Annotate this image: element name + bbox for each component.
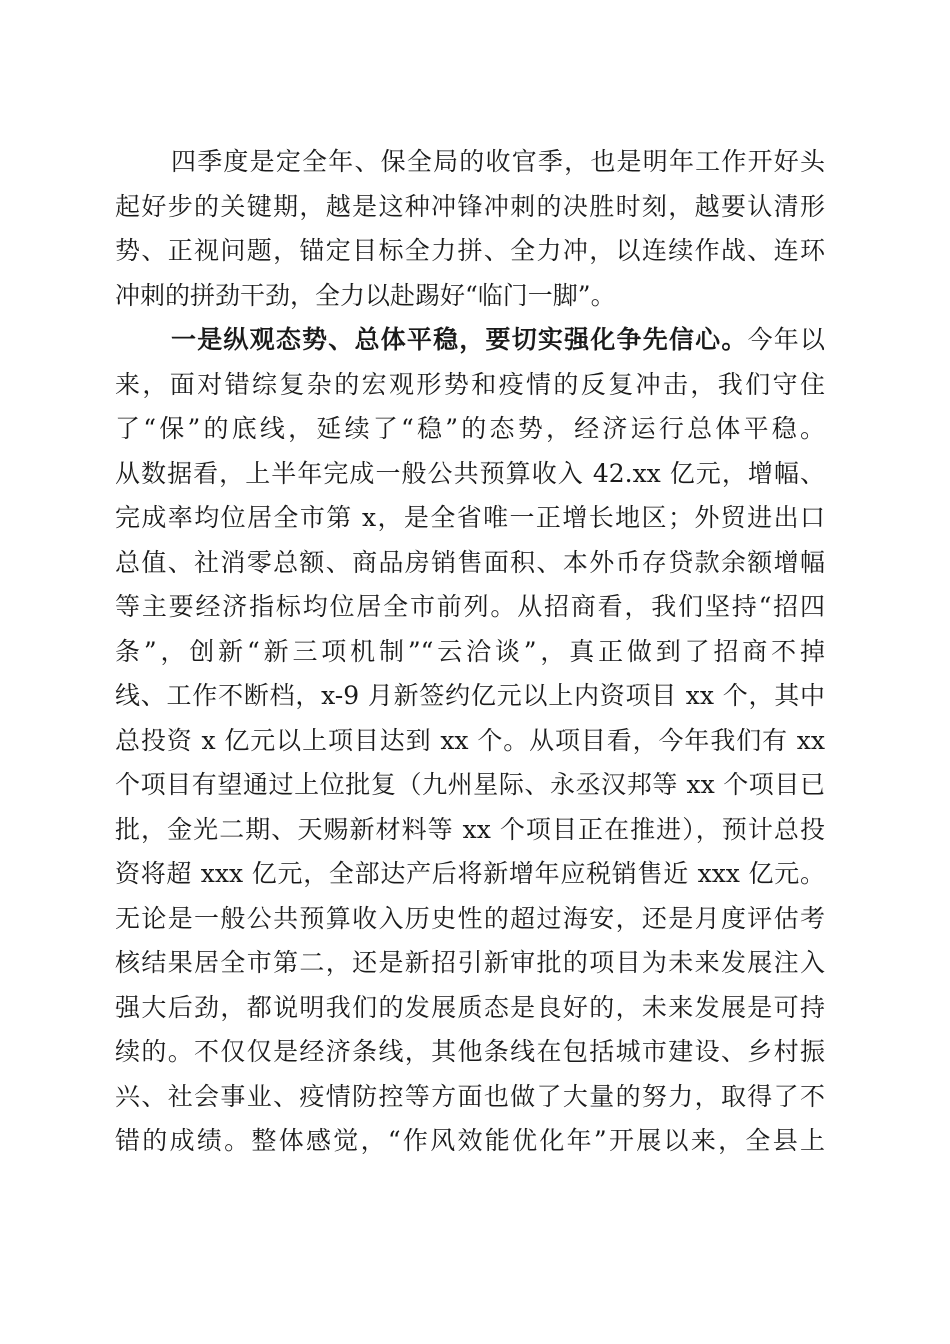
text-line: 从数据看，上半年完成一般公共预算收入 42.xx 亿元，增幅、: [115, 458, 825, 488]
text-line: 资将超 xxx 亿元，全部达产后将新增年应税销售近 xxx 亿元。: [115, 859, 825, 888]
text-line: 续的。不仅仅是经济条线，其他条线在包括城市建设、乡村振: [115, 1037, 825, 1066]
text-line: 来，面对错综复杂的宏观形势和疫情的反复冲击，我们守住: [115, 369, 825, 399]
text-line: 核结果居全市第二，还是新招引新审批的项目为未来发展注入: [115, 948, 825, 977]
text-line: 势、正视问题，锚定目标全力拼、全力冲，以连续作战、连环: [115, 236, 825, 265]
text-line: 批，金光二期、天赐新材料等 xx 个项目正在推进），预计总投: [115, 814, 825, 844]
text-line: 错的成绩。整体感觉，“作风效能优化年”开展以来，全县上: [115, 1126, 825, 1155]
text-line-lead: [115, 318, 825, 363]
paragraph-lead-heading: 一是纵观态势、总体平稳，要切实强化争先信心。: [171, 325, 748, 354]
text-line: 无论是一般公共预算收入历史性的超过海安，还是月度评估考: [115, 903, 825, 933]
document-body: [115, 140, 825, 1164]
text-line: 四季度是定全年、保全局的收官季，也是明年工作开好头: [171, 147, 825, 176]
text-line: 完成率均位居全市第 x，是全省唯一正增长地区；外贸进出口: [115, 503, 825, 532]
text-line: 强大后劲，都说明我们的发展质态是良好的，未来发展是可持: [115, 992, 825, 1022]
text-line: 总投资 x 亿元以上项目达到 xx 个。从项目看，今年我们有 xx: [115, 725, 825, 755]
text-line: 冲刺的拼劲干劲，全力以赴踢好“临门一脚”。: [115, 280, 616, 310]
text-line: 等主要经济指标均位居全市前列。从招商看，我们坚持“招四: [115, 592, 825, 621]
paragraph-lead-rest: 今年以: [747, 325, 825, 354]
paragraph-1: [115, 140, 825, 318]
text-line: 起好步的关键期，越是这种冲锋冲刺的决胜时刻，越要认清形: [115, 191, 825, 221]
paragraph-2: [115, 318, 825, 1164]
text-line: 兴、社会事业、疫情防控等方面也做了大量的努力，取得了不: [115, 1081, 825, 1111]
text-line: 线、工作不断档，x-9 月新签约亿元以上内资项目 xx 个，其中: [115, 681, 825, 710]
text-line: 了“保”的底线，延续了“稳”的态势，经济运行总体平稳。: [115, 414, 825, 443]
text-line: 条”，创新“新三项机制”“云洽谈”，真正做到了招商不掉: [115, 636, 825, 666]
text-line: 总值、社消零总额、商品房销售面积、本外币存贷款余额增幅: [115, 547, 825, 577]
text-line: 个项目有望通过上位批复（九州星际、永丞汉邦等 xx 个项目已: [115, 770, 825, 799]
